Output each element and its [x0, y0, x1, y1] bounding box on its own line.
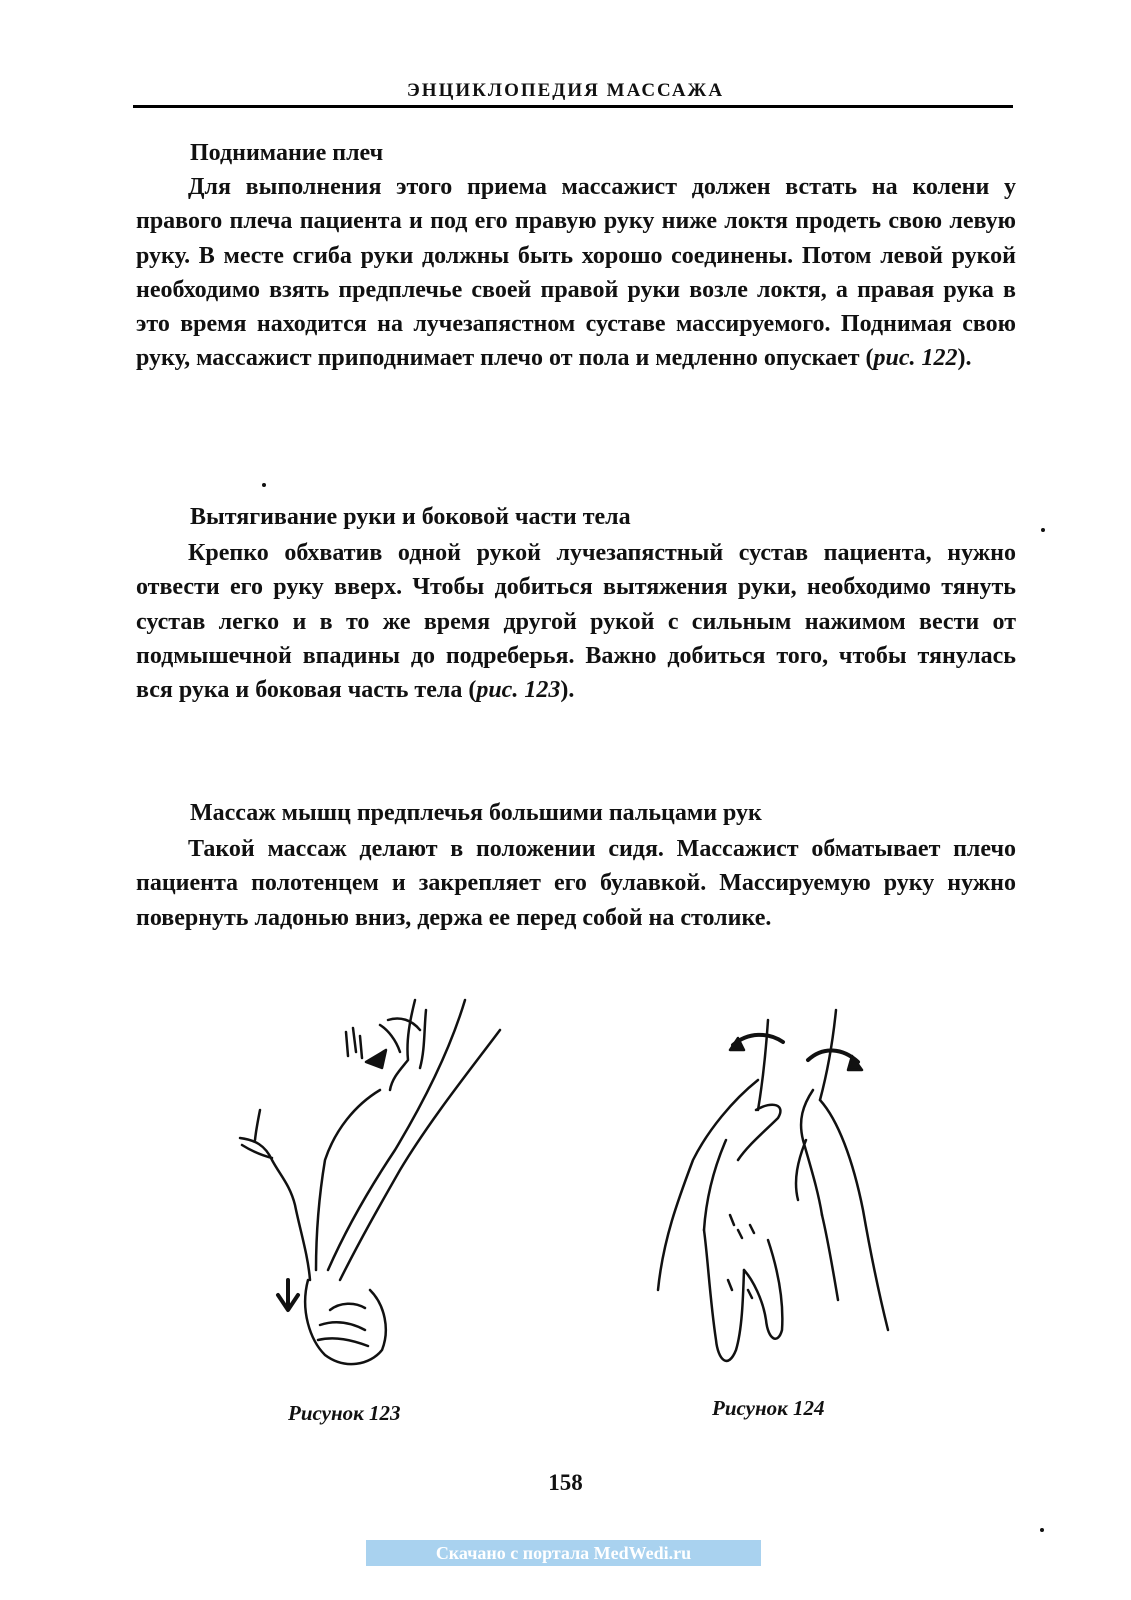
section-heading-shoulder-lift: Поднимание плеч [190, 140, 384, 166]
section-text-body: Для выполнения этого приема массажист должен встать на колени у правого плеча пациента и под его правую руку ниже локтя продеть свою левую руку. В месте сгиба руки должны быть хорошо соединены. Потом левой рукой необходимо взять предплечье своей правой руки возле локтя, а правая рука в это время находится на лучезапястном суставе массируемого. Поднимая свою руку, массажист приподнимает плечо от пола и медленно опускает ( [136, 174, 1016, 372]
page-number: 158 [548, 1470, 583, 1495]
scan-speck [1041, 528, 1045, 532]
section-text-forearm-massage [136, 832, 1016, 935]
running-head: ЭНЦИКЛОПЕДИЯ МАССАЖА [406, 80, 725, 101]
section-text-body: Крепко обхватив одной рукой лучезапястный сустав пациента, нужно отвести его руку вверх. Чтобы добиться вытяжения руки, необходимо тянуть сустав легко и в то же время другой рукой с сильным нажимом вести от подмышечной впадины до подреберья. Важно добиться того, чтобы тянулась вся рука и боковая часть тела ( [136, 540, 1016, 704]
section-text-arm-stretch [136, 536, 1016, 707]
arm-stretch-illustration-icon [220, 990, 520, 1390]
scan-speck [1040, 1528, 1044, 1532]
forearm-massage-illustration-icon [638, 1000, 898, 1390]
figure-reference: рис. 122 [873, 345, 958, 372]
header-rule [133, 105, 1013, 108]
section-heading-forearm-massage: Массаж мышц предплечья большими пальцами рук [190, 800, 762, 826]
section-heading-arm-stretch: Вытягивание руки и боковой части тела [190, 504, 631, 530]
scan-speck [262, 483, 266, 487]
watermark-banner[interactable]: Скачано с портала MedWedi.ru [366, 1540, 761, 1566]
section-text-end: ). [560, 677, 575, 704]
figure-caption-124: Рисунок 124 [712, 1396, 825, 1420]
figure-reference: рис. 123 [476, 677, 561, 704]
figure-caption-123: Рисунок 123 [288, 1401, 401, 1425]
section-text-shoulder-lift [136, 170, 1016, 376]
section-text-end: ). [957, 345, 972, 372]
section-text-body: Такой массаж делают в положении сидя. Массажист обматывает плечо пациента полотенцем и закрепляет его булавкой. Массируемую руку нужно повернуть ладонью вниз, держа ее перед собой на столике. [136, 836, 1016, 931]
